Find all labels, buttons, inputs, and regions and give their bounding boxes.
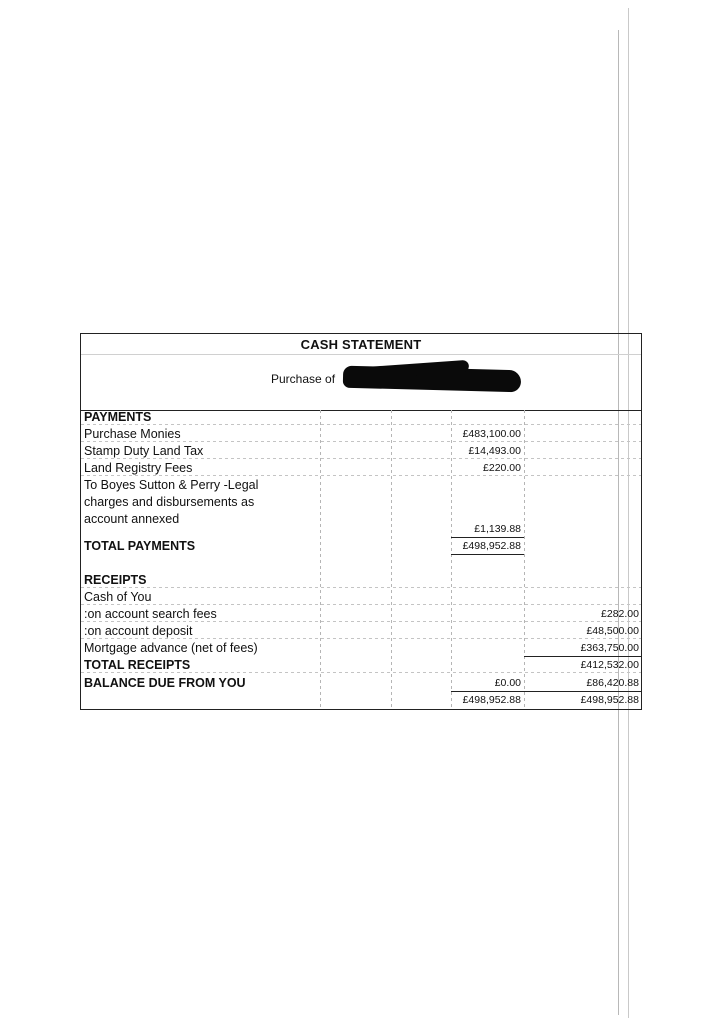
row-amount: £483,100.00 xyxy=(462,428,521,440)
cash-statement-table xyxy=(80,333,642,710)
table-row xyxy=(81,477,641,493)
title-divider xyxy=(81,354,641,355)
row-label: Mortgage advance (net of fees) xyxy=(84,641,258,655)
balance-row xyxy=(81,675,641,691)
legal-amount: £1,139.88 xyxy=(474,523,521,535)
row-label: Purchase Monies xyxy=(84,427,181,441)
grand-total-row xyxy=(81,692,641,708)
grand-total-receipts: £498,952.88 xyxy=(580,694,639,706)
receipts-heading: RECEIPTS xyxy=(84,573,147,587)
table-row xyxy=(81,443,641,459)
receipts-heading-row xyxy=(81,572,641,588)
total-payments-amount: £498,952.88 xyxy=(462,540,521,552)
legal-line-3: account annexed xyxy=(84,512,180,526)
purchase-label: Purchase of xyxy=(271,372,336,386)
row-label: Stamp Duty Land Tax xyxy=(84,444,204,458)
total-receipts-row xyxy=(81,657,641,673)
legal-line-1: To Boyes Sutton & Perry -Legal xyxy=(84,478,259,492)
total-receipts-amount: £412,532.00 xyxy=(580,659,639,671)
table-row xyxy=(81,623,641,639)
table-row xyxy=(81,521,641,537)
row-label: :on account search fees xyxy=(84,607,217,621)
row-label: :on account deposit xyxy=(84,624,193,638)
balance-payments-amount: £0.00 xyxy=(494,677,521,689)
table-row xyxy=(81,460,641,476)
table-row xyxy=(81,494,641,510)
table-row xyxy=(81,589,641,605)
balance-label: BALANCE DUE FROM YOU xyxy=(84,676,246,690)
table-row xyxy=(81,640,641,656)
grand-total-payments: £498,952.88 xyxy=(462,694,521,706)
statement-header xyxy=(81,334,641,411)
row-amount: £282.00 xyxy=(601,608,639,620)
payments-heading-row xyxy=(81,409,641,425)
balance-receipts-amount: £86,420.88 xyxy=(586,677,639,689)
row-label: Land Registry Fees xyxy=(84,461,193,475)
legal-line-2: charges and disbursements as xyxy=(84,495,255,509)
total-payments-row xyxy=(81,538,641,554)
table-row xyxy=(81,606,641,622)
total-underline xyxy=(451,554,524,555)
row-amount: £363,750.00 xyxy=(580,642,639,654)
total-payments-label: TOTAL PAYMENTS xyxy=(84,539,196,553)
row-amount: £14,493.00 xyxy=(468,445,521,457)
statement-title: CASH STATEMENT xyxy=(300,337,422,352)
payments-heading: PAYMENTS xyxy=(84,410,152,424)
row-amount: £220.00 xyxy=(483,462,521,474)
row-amount: £48,500.00 xyxy=(586,625,639,637)
table-row xyxy=(81,426,641,442)
total-receipts-label: TOTAL RECEIPTS xyxy=(84,658,191,672)
cash-of-you-label: Cash of You xyxy=(84,590,152,604)
